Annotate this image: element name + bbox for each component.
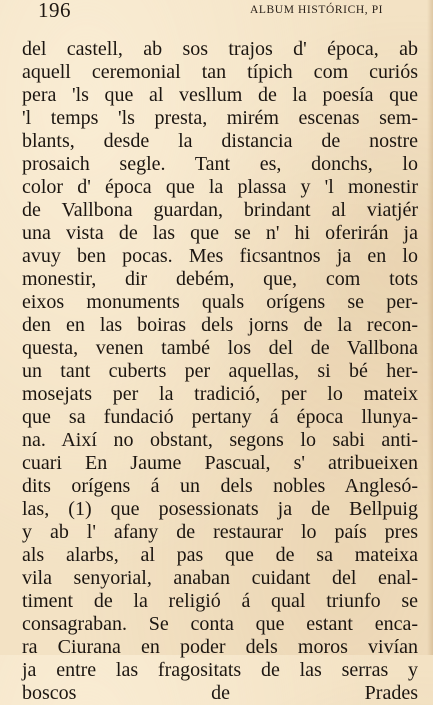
page-edge-shadow xyxy=(427,0,433,655)
text-line: vila senyorial, anaban cuidant del enal- xyxy=(22,567,418,589)
running-head xyxy=(0,0,433,30)
text-line: aquell ceremonial tan típich com curiós xyxy=(22,61,418,83)
text-line: ja entre las fragositats de las serras y xyxy=(22,659,418,681)
text-line: den en las boiras dels jorns de la recon- xyxy=(22,314,418,336)
text-line: 'l temps 'ls presta, mirém escenas sem- xyxy=(22,107,418,129)
text-line: questa, venen també los del de Vallbona xyxy=(22,337,418,359)
text-line: monestir, dir debém, que, com tots xyxy=(22,268,418,290)
text-line: cuari En Jaume Pascual, s' atribueixen xyxy=(22,452,418,474)
text-line: de Vallbona guardan, brindant al viatjér xyxy=(22,199,418,221)
page-number: 196 xyxy=(38,0,71,22)
text-line: boscos de Prades xyxy=(22,682,418,704)
text-line: mosejats per la tradició, per lo mateix xyxy=(22,383,418,405)
text-line: y ab l' afany de restaurar lo país pres xyxy=(22,521,418,543)
text-line: prosaich segle. Tant es, donchs, lo xyxy=(22,153,418,175)
text-line: als alarbs, al pas que de sa mateixa xyxy=(22,544,418,566)
text-line: avuy ben pocas. Mes ficsantnos ja en lo xyxy=(22,245,418,267)
text-line: consagraban. Se conta que estant enca- xyxy=(22,613,418,635)
text-line: timent de la religió á qual triunfo se xyxy=(22,590,418,612)
text-line: color d' época que la plassa y 'l monestir xyxy=(22,176,418,198)
text-line: na. Així no obstant, segons lo sabi anti- xyxy=(22,429,418,451)
text-line: ra Ciurana en poder dels moros vivían xyxy=(22,636,418,658)
text-line: un tant cuberts per aquellas, si bé her- xyxy=(22,360,418,382)
text-line: dits orígens á un dels nobles Anglesó- xyxy=(22,475,418,497)
running-title: ALBUM HISTÓRICH, PI xyxy=(250,4,384,16)
text-line: eixos monuments quals orígens se per- xyxy=(22,291,418,313)
text-line: pera 'ls que al vesllum de la poesía que xyxy=(22,84,418,106)
text-line: las, (1) que posessionats ja de Bellpuig xyxy=(22,498,418,520)
text-line: blants, desde la distancia de nostre xyxy=(22,130,418,152)
text-line: del castell, ab sos trajos d' época, ab xyxy=(22,38,418,60)
text-line: una vista de las que se n' hi oferirán ja xyxy=(22,222,418,244)
text-line: que sa fundació pertany á época llunya- xyxy=(22,406,418,428)
